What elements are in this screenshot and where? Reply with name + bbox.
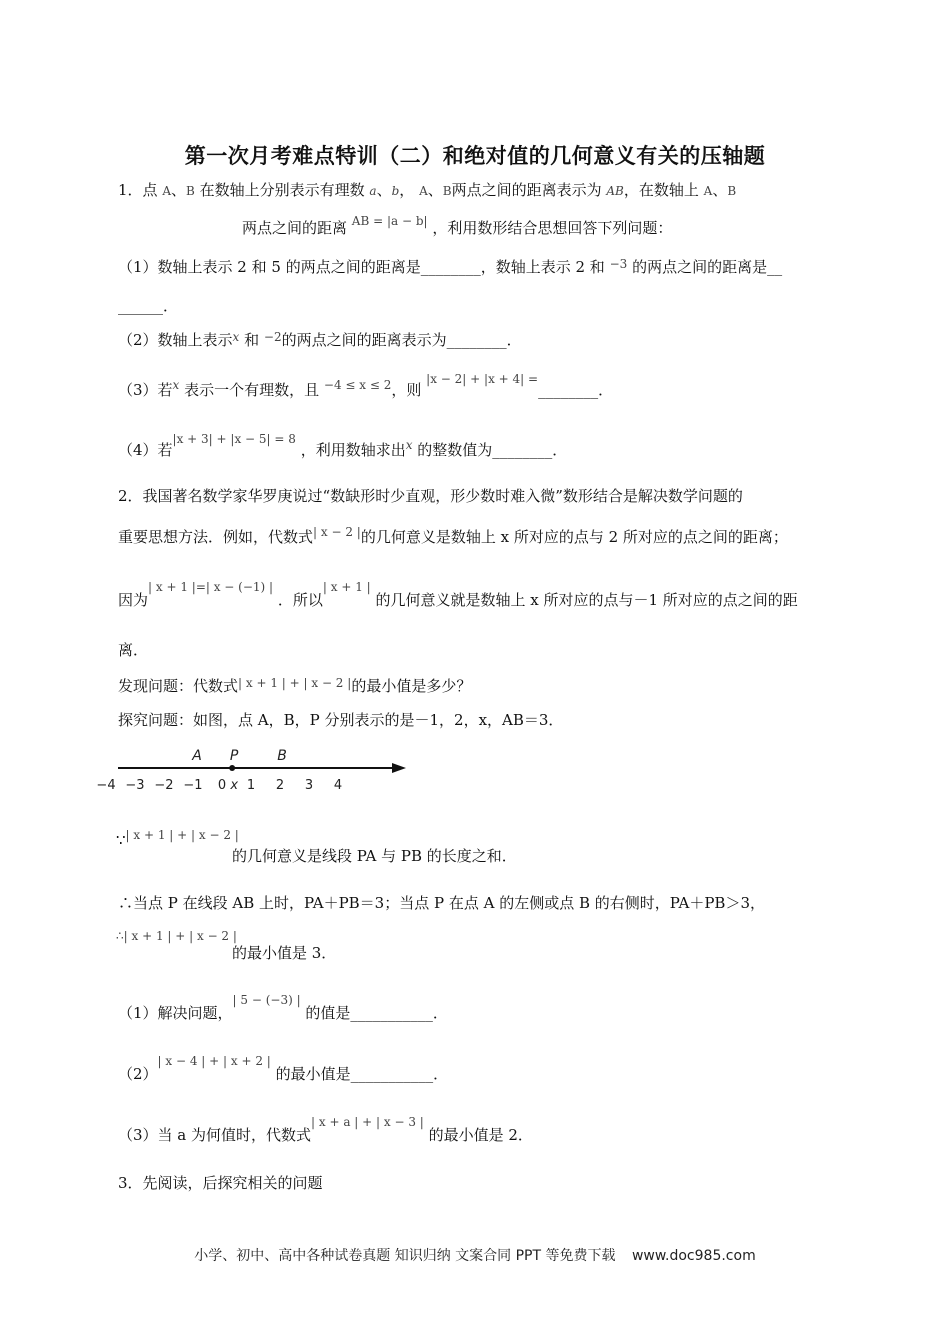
sep: 、: [712, 181, 728, 199]
q2-discover: [118, 676, 471, 697]
expr: | x + 1 | + | x − 2 |: [238, 676, 352, 690]
q1-p3-b: 表示一个有理数，且: [184, 381, 320, 399]
neg2: −2: [263, 330, 282, 344]
q2-l3-b: ．所以: [277, 591, 323, 609]
q1-part2: [118, 330, 522, 351]
q2-l2-a: 重要思想方法．例如，代数式: [118, 528, 314, 546]
expr: | 5 − (−3) |: [232, 993, 301, 1007]
sep: 、: [171, 181, 187, 199]
var-A: A: [703, 184, 713, 198]
var-x: x: [232, 330, 240, 344]
q3-text: 3．先阅读，后探究相关的问题: [118, 1174, 323, 1192]
expr: | x + 1 | + | x − 2 |: [123, 929, 237, 943]
cond: −4 ≤ x ≤ 2: [323, 378, 392, 392]
q1-p4-b: ，利用数轴求出: [300, 441, 406, 459]
number-line-label: −1: [183, 778, 203, 793]
q2-line2: [118, 527, 788, 548]
number-line-label: −4: [96, 778, 116, 793]
page-title: 第一次月考难点特训（二）和绝对值的几何意义有关的压轴题: [184, 144, 766, 168]
q1-p4-c: 的整数值为________．: [417, 441, 568, 459]
footer-link[interactable]: www.doc985.com: [631, 1248, 756, 1264]
because-symbol: ∵: [116, 831, 126, 849]
q1-p2-a: （2）数轴上表示: [118, 331, 233, 349]
q2-because-text: 的几何意义是线段 PA 与 PB 的长度之和．: [232, 847, 517, 865]
number-line-label: −3: [125, 778, 145, 793]
q1-p2-b: 和: [244, 331, 260, 349]
q1-p3-a: （3）若: [118, 381, 173, 399]
q1-intro-d: 两点之间的距离表示为: [451, 181, 602, 199]
expr: | x + 1 |: [322, 580, 371, 594]
formula-ab: AB = |a − b|: [351, 214, 428, 228]
q1-line2: [242, 214, 673, 239]
number-line-label: −2: [154, 778, 174, 793]
var-x: x: [172, 378, 180, 392]
sep: 、: [376, 181, 392, 199]
s2-a: （2）: [118, 1065, 158, 1083]
q1-intro-b: 在数轴上分别表示有理数: [199, 181, 365, 199]
q2-explore: 探究问题：如图，点 A，B，P 分别表示的是－1，2，x，AB＝3．: [118, 711, 564, 729]
q1-p3-c: ，则: [391, 381, 422, 399]
number-line-label: 0: [217, 778, 227, 793]
sep: ，: [399, 181, 415, 199]
q2-therefore2-text: 的最小值是 3．: [232, 944, 337, 962]
number-line-label: 3: [304, 778, 314, 793]
point-P-dot: [229, 765, 235, 771]
var-B: B: [442, 184, 452, 198]
q1-line2-b: ，利用数形结合思想回答下列问题：: [432, 219, 673, 237]
q2-because: [116, 830, 239, 851]
q1-part4: [118, 432, 568, 461]
q2-therefore2: [116, 925, 237, 946]
neg3: −3: [609, 257, 628, 271]
q1-p4-a: （4）若: [118, 441, 173, 459]
s1-a: （1）解决问题，: [118, 1004, 233, 1022]
q1-p2-c: 的两点之间的距离表示为________．: [281, 331, 522, 349]
q2-l3-a: 因为: [118, 591, 149, 609]
q1-part1: [118, 257, 782, 278]
q1-intro-e: ，在数轴上: [623, 181, 699, 199]
q2-line3: [118, 580, 798, 611]
page-footer: [0, 1245, 950, 1265]
discover-b: 的最小值是多少？: [351, 677, 472, 695]
number-line-label: 2: [275, 778, 285, 793]
q1-part3: [118, 372, 614, 401]
s2-b: 的最小值是___________．: [275, 1065, 449, 1083]
q2-sub1: [118, 993, 448, 1024]
expr: | x + 1 | + | x − 2 |: [125, 828, 239, 842]
q2-sub2: [118, 1054, 449, 1085]
q2-therefore1: ∴当点 P 在线段 AB 上时，PA＋PB＝3；当点 P 在点 A 的左侧或点 B 的右侧时，PA＋PB＞3，: [118, 894, 765, 912]
therefore-symbol: ∴: [116, 929, 124, 943]
expr: |x + 3| + |x − 5| = 8: [172, 432, 296, 446]
expr: | x − 4 | + | x + 2 |: [157, 1054, 271, 1068]
expr: |x − 2| + |x + 4| =: [426, 372, 539, 386]
var-A: A: [419, 184, 428, 198]
sep: 、: [427, 181, 443, 199]
number-line-figure: [96, 742, 414, 800]
point-label-B: B: [277, 748, 287, 764]
var-AB: AB: [606, 184, 624, 198]
arrow-head-icon: [392, 763, 406, 773]
q1-p1-a: （1）数轴上表示 2 和 5 的两点之间的距离是________，数轴上表示 2 和: [118, 258, 605, 276]
expr: | x + 1 |=| x − (−1) |: [148, 580, 274, 594]
footer-left: 小学、初中、高中各种试卷真题 知识归纳 文案合同 PPT 等免费下载: [194, 1248, 616, 1264]
q1-line2-a: 两点之间的距离: [242, 219, 348, 237]
q1-p1-b: 的两点之间的距离是__: [632, 258, 783, 276]
expr: | x + a | + | x − 3 |: [311, 1115, 424, 1129]
var-A: A: [162, 184, 171, 198]
var-a: a: [369, 184, 377, 198]
q2-line4: 离．: [118, 641, 149, 659]
var-b: b: [391, 184, 400, 198]
point-label-P: P: [229, 748, 239, 764]
q1-p1-c: ______．: [118, 297, 179, 315]
q1-intro-line: [118, 180, 736, 201]
q2-line1: 2．我国著名数学家华罗庚说过“数缺形时少直观，形少数时难入微”数形结合是解决数学问题的: [118, 487, 743, 505]
number-line-label: 4: [333, 778, 343, 793]
q2-sub3: [118, 1115, 533, 1146]
var-B: B: [727, 184, 737, 198]
q1-intro-a: 1．点: [118, 181, 158, 199]
point-label-A: A: [192, 748, 202, 764]
var-B: B: [186, 184, 195, 198]
s3-a: （3）当 a 为何值时，代数式: [118, 1126, 312, 1144]
discover-a: 发现问题：代数式: [118, 677, 239, 695]
s3-b: 的最小值是 2．: [428, 1126, 533, 1144]
number-line-label: x: [230, 778, 239, 793]
expr: | x − 2 |: [313, 525, 361, 539]
q2-l2-b: 的几何意义是数轴上 x 所对应的点与 2 所对应的点之间的距离；: [360, 528, 788, 546]
s1-b: 的值是___________．: [305, 1004, 448, 1022]
number-line-label: 1: [246, 778, 256, 793]
var-x: x: [405, 438, 413, 452]
q1-p3-d: ________．: [538, 381, 614, 399]
q2-l3-c: 的几何意义就是数轴上 x 所对应的点与－1 所对应的点之间的距: [375, 591, 798, 609]
